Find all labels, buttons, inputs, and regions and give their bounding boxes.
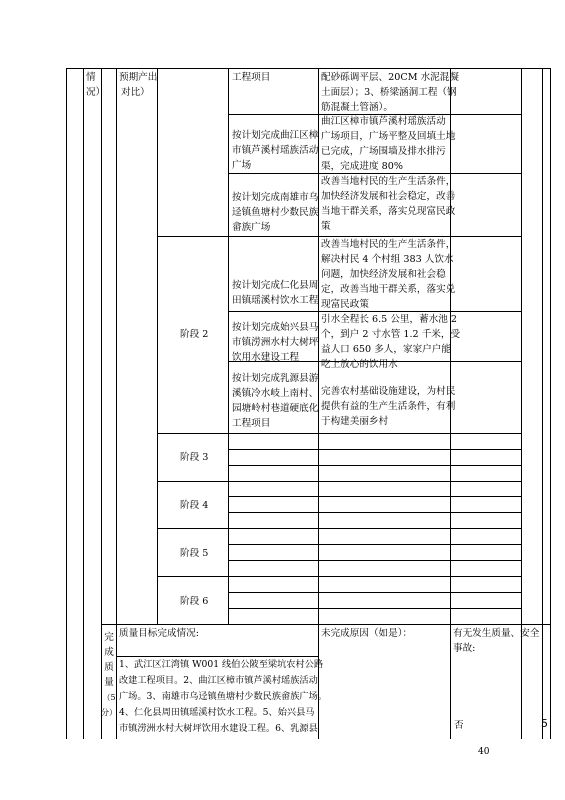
score-value: 5 [541, 717, 548, 730]
quality-target-text: 1、武江区江湾镇 W001 线伯公陂至梁坑农村公路 改建工程项目。2、曲江区樟市镇芦溪村瑶族活动 广场。3、南雄市乌迳镇鱼塘村少数民族畲族广场。 4、仁化县周田镇瑶溪村饮水工程。5、始兴县马 市镇涝洲水村大树坪饮用水建设工程。6、乳源县 [119, 659, 327, 734]
incident-header: 有无发生质量、安全 事故: [453, 628, 540, 654]
result-cell: 曲江区樟市镇芦溪村瑶族活动 广场项目，广场平整及回填土地 已完成，广场围墙及排水排污 渠，完成进度 80% [321, 116, 456, 172]
task-cell: 按计划完成乳源县游 溪镇冷水岐上南村、 园塘岭村巷道硬底化 工程项目 [232, 373, 319, 429]
stage-label: 阶段 5 [180, 548, 209, 559]
result-cell: 配砂砾调平层、20CM 水泥混凝 土面层）；3、桥梁涵洞工程（钢 筋混凝土管涵）。 [321, 72, 459, 113]
result-cell: 完善农村基础设施建设，为村民 提供有益的生产生活条件，有利 于构建美丽乡村 [321, 386, 456, 427]
result-cell: 改善当地村民的生产生活条件， 解决村民 4 个村组 383 人饮水 问题，加快经济发展和社会稳 定，改善当地干群关系，落实兑 现富民政策 [321, 239, 456, 310]
compare-header [119, 70, 157, 100]
header-line: 预期产出 [119, 72, 158, 83]
stage-label: 阶段 4 [180, 500, 209, 511]
section-header-situation [86, 70, 105, 100]
task-cell: 按计划完成始兴县马 市镇涝洲水村大树坪 饮用水建设工程 [232, 322, 319, 363]
stage-label: 阶段 3 [180, 452, 209, 463]
header-line: 对比） [121, 87, 150, 98]
task-cell: 按计划完成仁化县周 田镇瑶溪村饮水工程 [232, 280, 319, 306]
incident-value: 否 [454, 720, 464, 731]
task-cell: 按计划完成南雄市乌 迳镇鱼塘村少数民族 畲族广场 [232, 192, 319, 233]
quality-target-header: 质量目标完成情况: [119, 628, 199, 639]
header-line: 情 [86, 72, 96, 83]
result-cell: 改善当地村民的生产生活条件， 加快经济发展和社会稳定，改善 当地干群关系，落实兑现富民政 策 [321, 176, 456, 232]
result-cell: 引水全程长 6.5 公里，蓄水池 2 个，到户 2 寸水管 1.2 千米，受 益人口 650 多人，家家户户能 吃上放心的饮用水 [321, 314, 461, 370]
task-cell: 按计划完成曲江区樟 市镇芦溪村瑶族活动 广场 [232, 130, 319, 171]
stage-label: 阶段 6 [180, 596, 209, 607]
incomplete-reason-header: 未完成原因（如是）： [321, 628, 413, 639]
stage-label: 阶段 2 [180, 329, 209, 340]
page-number: 40 [478, 747, 490, 757]
quality-section-label: 完 成 质 量 （5 分） [101, 632, 117, 717]
task-cell: 工程项目 [232, 72, 271, 83]
header-line: 况） [86, 87, 106, 98]
